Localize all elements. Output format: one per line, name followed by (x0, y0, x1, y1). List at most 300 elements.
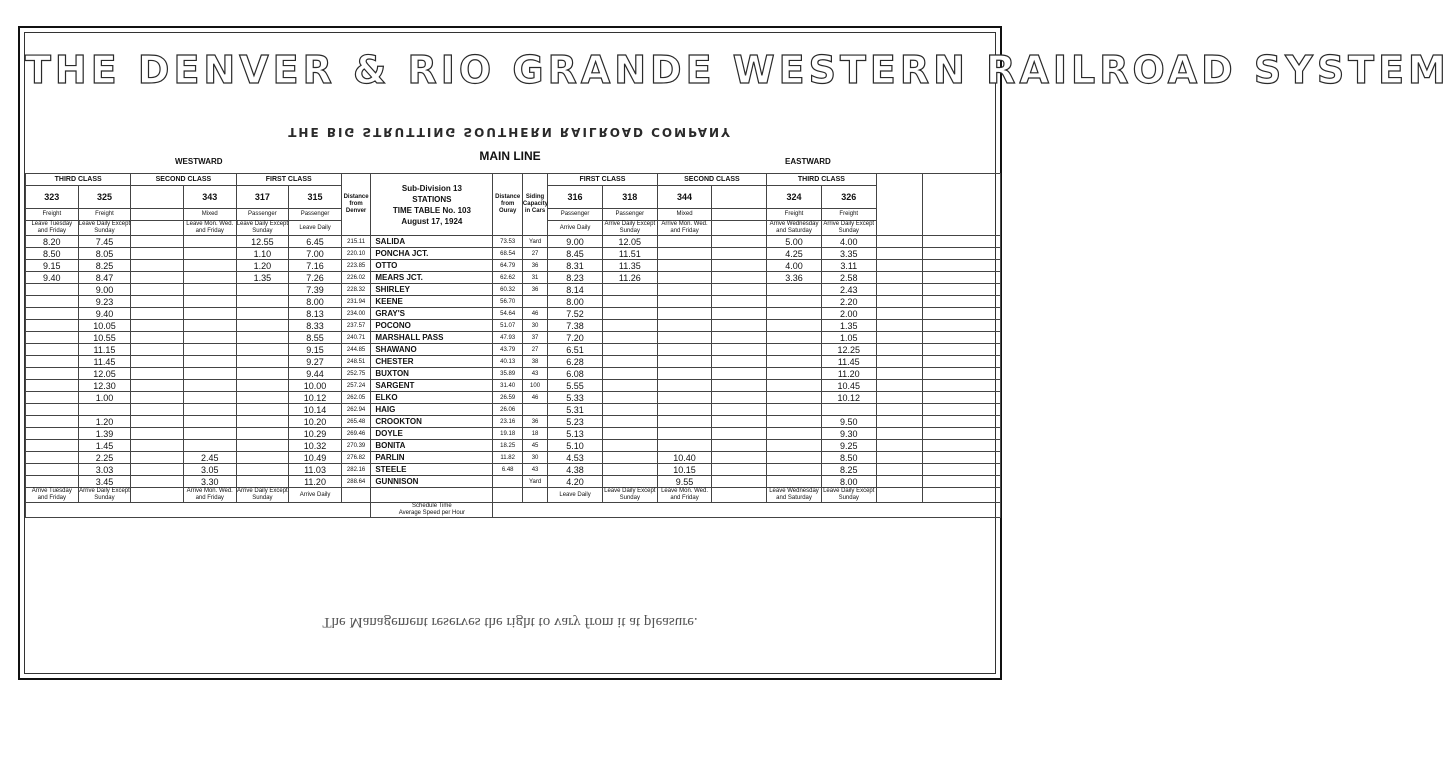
distance-from-ouray: 43.79 (493, 344, 522, 356)
train-number: 324 (767, 186, 822, 209)
westbound-time: 9.23 (78, 296, 131, 308)
siding-capacity: 36 (522, 416, 547, 428)
westbound-time (236, 428, 289, 440)
westbound-time: 3.30 (183, 476, 236, 488)
westbound-time (183, 440, 236, 452)
station-name: HAIG (371, 404, 493, 416)
distance-from-ouray-header (493, 174, 522, 236)
westbound-time (236, 308, 289, 320)
westbound-time (131, 344, 184, 356)
train-days: Arrive Daily Except Sunday (821, 221, 876, 236)
eastbound-time: 4.00 (821, 236, 876, 248)
westbound-time: 8.00 (289, 296, 342, 308)
station-row (26, 476, 1001, 488)
station-name: PARLIN (371, 452, 493, 464)
distance-from-denver: 270.39 (341, 440, 370, 452)
station-name: SHAWANO (371, 344, 493, 356)
blank-cell (922, 392, 1000, 404)
blank-cell (922, 248, 1000, 260)
stations-label: STATIONS (412, 194, 452, 204)
blank-cell (876, 308, 922, 320)
eastbound-time (767, 284, 822, 296)
eastbound-time: 3.35 (821, 248, 876, 260)
distance-from-denver: 240.71 (341, 332, 370, 344)
westbound-time: 3.05 (183, 464, 236, 476)
westbound-time: 3.45 (78, 476, 131, 488)
blank-cell (876, 296, 922, 308)
westbound-time (183, 284, 236, 296)
east-third-class: THIRD CLASS (767, 174, 876, 186)
westbound-time (183, 392, 236, 404)
timetable-grid (25, 173, 1001, 518)
westbound-time: 9.15 (289, 344, 342, 356)
train-days: Arrive Daily (548, 221, 603, 236)
eastbound-time: 5.13 (548, 428, 603, 440)
distance-from-denver: 288.64 (341, 476, 370, 488)
eastbound-time (657, 404, 712, 416)
westbound-time (131, 452, 184, 464)
train-number: 326 (821, 186, 876, 209)
westbound-time (26, 476, 79, 488)
eastbound-time: 11.20 (821, 368, 876, 380)
eastbound-time: 8.25 (821, 464, 876, 476)
blank-cell (876, 236, 922, 248)
eastbound-time (602, 464, 657, 476)
westbound-time: 8.33 (289, 320, 342, 332)
eastbound-time (767, 320, 822, 332)
train-number: 323 (26, 186, 79, 209)
station-row (26, 332, 1001, 344)
eastbound-time: 11.26 (602, 272, 657, 284)
station-name: MEARS JCT. (371, 272, 493, 284)
eastbound-time: 9.50 (821, 416, 876, 428)
distance-from-denver: 262.05 (341, 392, 370, 404)
eastbound-time (602, 440, 657, 452)
westbound-time (236, 452, 289, 464)
distance-from-ouray: 56.70 (493, 296, 522, 308)
westbound-time (26, 296, 79, 308)
eastbound-time: 4.25 (767, 248, 822, 260)
westbound-time (131, 368, 184, 380)
eastbound-time: 8.23 (548, 272, 603, 284)
blank-cell (922, 476, 1000, 488)
westbound-time: 1.45 (78, 440, 131, 452)
westbound-time (183, 260, 236, 272)
schedule-time-cell (371, 503, 493, 518)
eastbound-time: 4.00 (767, 260, 822, 272)
blank-cell (922, 440, 1000, 452)
bottom-days-row (26, 488, 1001, 503)
westbound-time (236, 284, 289, 296)
arrive-days: Arrive Mon. Wed. and Friday (183, 488, 236, 503)
blank-cell (876, 464, 922, 476)
eastbound-time (657, 236, 712, 248)
westbound-time (131, 392, 184, 404)
blank-cell (876, 284, 922, 296)
siding-capacity: 38 (522, 356, 547, 368)
train-kind (131, 209, 184, 221)
siding-capacity: 27 (522, 248, 547, 260)
blank-cell (922, 356, 1000, 368)
eastbound-time (602, 380, 657, 392)
eastbound-time (712, 332, 767, 344)
train-kind: Freight (821, 209, 876, 221)
eastbound-time (712, 404, 767, 416)
station-name: ELKO (371, 392, 493, 404)
westbound-time (26, 452, 79, 464)
westbound-time (26, 380, 79, 392)
westbound-time: 12.55 (236, 236, 289, 248)
eastbound-time: 11.45 (821, 356, 876, 368)
eastbound-time (602, 416, 657, 428)
station-name: PONCHA JCT. (371, 248, 493, 260)
eastbound-time (712, 440, 767, 452)
westbound-time: 9.40 (26, 272, 79, 284)
eastbound-time (657, 416, 712, 428)
siding-capacity: 18 (522, 428, 547, 440)
westbound-time: 6.45 (289, 236, 342, 248)
westbound-time (236, 464, 289, 476)
train-kind: Freight (78, 209, 131, 221)
west-first-class: FIRST CLASS (236, 174, 341, 186)
station-name: DOYLE (371, 428, 493, 440)
station-row (26, 248, 1001, 260)
eastbound-time (767, 464, 822, 476)
train-days (712, 221, 767, 236)
westbound-time: 1.20 (78, 416, 131, 428)
westbound-time: 8.25 (78, 260, 131, 272)
eastbound-time: 7.20 (548, 332, 603, 344)
blank-cell (922, 428, 1000, 440)
station-name: BONITA (371, 440, 493, 452)
train-number: 318 (602, 186, 657, 209)
eastbound-time: 9.00 (548, 236, 603, 248)
westbound-time: 8.47 (78, 272, 131, 284)
blank-cell (922, 404, 1000, 416)
westbound-time (236, 440, 289, 452)
eastbound-time (602, 332, 657, 344)
distance-from-ouray: 31.40 (493, 380, 522, 392)
westbound-time (131, 320, 184, 332)
eastbound-time (602, 404, 657, 416)
footer-note-mirrored: The Management reserves the right to vary from it at pleasure. (322, 614, 698, 630)
eastbound-time: 10.15 (657, 464, 712, 476)
main-line-label: MAIN LINE (479, 149, 541, 163)
distance-from-ouray: 54.64 (493, 308, 522, 320)
company-name-mirrored: THE BIG STRUTTING SOUTHERN RAILROAD COMPANY (288, 125, 732, 139)
eastbound-time (657, 368, 712, 380)
westbound-time (183, 416, 236, 428)
distance-from-denver: 226.02 (341, 272, 370, 284)
westbound-time: 10.29 (289, 428, 342, 440)
westbound-time (183, 428, 236, 440)
distance-from-denver: 262.94 (341, 404, 370, 416)
subdivision: Sub-Division 13 (401, 183, 462, 193)
eastbound-time: 2.00 (821, 308, 876, 320)
station-name: CROOKTON (371, 416, 493, 428)
eastbound-time (602, 320, 657, 332)
schedule-summary-row (26, 503, 1001, 518)
eastbound-time (602, 428, 657, 440)
eastbound-time: 8.45 (548, 248, 603, 260)
westbound-time (26, 440, 79, 452)
west-second-class: SECOND CLASS (131, 174, 236, 186)
westbound-time (131, 236, 184, 248)
westbound-time (26, 428, 79, 440)
eastbound-time: 3.11 (821, 260, 876, 272)
westbound-time (131, 464, 184, 476)
eastbound-time: 3.36 (767, 272, 822, 284)
eastbound-time (657, 380, 712, 392)
station-row (26, 296, 1001, 308)
westbound-time (183, 368, 236, 380)
eastbound-time: 12.05 (602, 236, 657, 248)
westbound-time: 1.20 (236, 260, 289, 272)
eastbound-time (767, 428, 822, 440)
station-name: POCONO (371, 320, 493, 332)
eastbound-time (657, 428, 712, 440)
eastbound-time (712, 344, 767, 356)
station-name: GUNNISON (371, 476, 493, 488)
westbound-time: 11.20 (289, 476, 342, 488)
westbound-time (236, 392, 289, 404)
eastbound-time (767, 308, 822, 320)
schedule-blank-west (26, 503, 371, 518)
eastbound-time: 4.20 (548, 476, 603, 488)
eastbound-time: 2.20 (821, 296, 876, 308)
blank-cell (876, 368, 922, 380)
westbound-time (131, 284, 184, 296)
bottom-blank (341, 488, 370, 503)
distance-from-denver: 228.32 (341, 284, 370, 296)
blank-cell (876, 344, 922, 356)
westward-label: WESTWARD (175, 157, 223, 166)
station-row (26, 452, 1001, 464)
eastbound-time (657, 296, 712, 308)
eastbound-time (712, 464, 767, 476)
westbound-time (26, 332, 79, 344)
eastbound-time (657, 260, 712, 272)
train-kind: Passenger (236, 209, 289, 221)
east-first-class: FIRST CLASS (548, 174, 658, 186)
eastbound-time (602, 392, 657, 404)
westbound-time (131, 416, 184, 428)
schedule-time-label: Schedule Time (412, 503, 452, 509)
blank-cell (876, 248, 922, 260)
train-kind: Passenger (548, 209, 603, 221)
distance-from-ouray: 51.07 (493, 320, 522, 332)
eastbound-time (657, 392, 712, 404)
eastbound-time: 10.40 (657, 452, 712, 464)
eastbound-time (602, 344, 657, 356)
station-row (26, 416, 1001, 428)
eastbound-time: 6.08 (548, 368, 603, 380)
train-days (131, 221, 184, 236)
eastbound-time (767, 368, 822, 380)
westbound-time (183, 296, 236, 308)
distance-from-ouray: 68.54 (493, 248, 522, 260)
blank-cell (922, 380, 1000, 392)
westbound-time (131, 296, 184, 308)
westbound-time: 9.27 (289, 356, 342, 368)
westbound-time: 12.30 (78, 380, 131, 392)
siding-capacity: 36 (522, 260, 547, 272)
bottom-blank (876, 488, 922, 503)
train-number: 325 (78, 186, 131, 209)
eastbound-time: 6.51 (548, 344, 603, 356)
eastbound-time (712, 272, 767, 284)
eastbound-time (821, 404, 876, 416)
distance-from-denver: 237.57 (341, 320, 370, 332)
westbound-time (183, 380, 236, 392)
siding-capacity: 46 (522, 392, 547, 404)
blank-cell (922, 320, 1000, 332)
station-row (26, 344, 1001, 356)
station-row (26, 380, 1001, 392)
train-number (131, 186, 184, 209)
eastbound-time (602, 308, 657, 320)
westbound-time: 11.03 (289, 464, 342, 476)
westbound-time (183, 332, 236, 344)
westbound-time: 10.49 (289, 452, 342, 464)
siding-capacity: 27 (522, 344, 547, 356)
westbound-time: 7.16 (289, 260, 342, 272)
westbound-time: 11.15 (78, 344, 131, 356)
distance-from-ouray (493, 476, 522, 488)
westbound-time (236, 404, 289, 416)
westbound-time: 8.55 (289, 332, 342, 344)
eastbound-time: 8.00 (548, 296, 603, 308)
westbound-time (183, 272, 236, 284)
station-name: SALIDA (371, 236, 493, 248)
eastbound-time: 8.31 (548, 260, 603, 272)
station-row (26, 404, 1001, 416)
westbound-time (183, 344, 236, 356)
westbound-time (131, 404, 184, 416)
westbound-time (183, 320, 236, 332)
blank-cell (876, 428, 922, 440)
distance-from-ouray: 47.93 (493, 332, 522, 344)
bottom-blank (922, 488, 1000, 503)
arrive-days (131, 488, 184, 503)
westbound-time (236, 344, 289, 356)
leave-days: Leave Daily Except Sunday (823, 488, 875, 501)
westbound-time (236, 356, 289, 368)
eastbound-time (657, 344, 712, 356)
distance-from-ouray: 40.13 (493, 356, 522, 368)
westbound-time (131, 428, 184, 440)
eastbound-time (712, 320, 767, 332)
bottom-blank (371, 488, 493, 503)
eastbound-time: 2.58 (821, 272, 876, 284)
eastbound-time: 5.55 (548, 380, 603, 392)
station-name: BUXTON (371, 368, 493, 380)
westbound-time (236, 416, 289, 428)
westbound-time (131, 308, 184, 320)
westbound-time: 9.44 (289, 368, 342, 380)
eastbound-time (712, 416, 767, 428)
arrive-days: Arrive Daily Except Sunday (237, 488, 288, 501)
eastbound-time: 5.00 (767, 236, 822, 248)
distance-from-ouray: 18.25 (493, 440, 522, 452)
siding-capacity: Yard (522, 476, 547, 488)
eastbound-time (657, 440, 712, 452)
east-second-class: SECOND CLASS (657, 174, 766, 186)
siding-capacity: Yard (522, 236, 547, 248)
westbound-time (26, 464, 79, 476)
eastbound-time (657, 356, 712, 368)
westbound-time: 7.00 (289, 248, 342, 260)
blank-cell (876, 452, 922, 464)
train-number: 343 (183, 186, 236, 209)
train-days: Leave Mon. Wed. and Friday (183, 221, 236, 236)
siding-capacity: 36 (522, 284, 547, 296)
eastbound-time (657, 320, 712, 332)
train-number: 317 (236, 186, 289, 209)
blank-cell (876, 320, 922, 332)
leave-days: Leave Daily Except Sunday (604, 488, 656, 501)
westbound-time: 8.13 (289, 308, 342, 320)
eastbound-time (767, 416, 822, 428)
blank-cell (922, 368, 1000, 380)
eastbound-time: 10.45 (821, 380, 876, 392)
westbound-time (183, 248, 236, 260)
timetable-date: August 17, 1924 (401, 216, 463, 226)
eastbound-time (602, 296, 657, 308)
eastbound-time: 9.55 (657, 476, 712, 488)
distance-from-denver: 248.51 (341, 356, 370, 368)
eastbound-time: 5.33 (548, 392, 603, 404)
distance-from-denver: 257.24 (341, 380, 370, 392)
eastbound-time (712, 296, 767, 308)
eastbound-time: 7.38 (548, 320, 603, 332)
westbound-time: 10.00 (289, 380, 342, 392)
blank-cell (922, 308, 1000, 320)
station-row (26, 236, 1001, 248)
eastbound-time (712, 392, 767, 404)
blank-cell (876, 440, 922, 452)
westbound-time: 7.39 (289, 284, 342, 296)
station-row (26, 392, 1001, 404)
blank-cell (876, 416, 922, 428)
siding-capacity: 37 (522, 332, 547, 344)
westbound-time (236, 332, 289, 344)
westbound-time (26, 344, 79, 356)
leave-days: Leave Mon. Wed. and Friday (657, 488, 712, 503)
westbound-time (26, 320, 79, 332)
westbound-time (26, 308, 79, 320)
station-row (26, 272, 1001, 284)
station-name: MARSHALL PASS (371, 332, 493, 344)
station-name: GRAY'S (371, 308, 493, 320)
eastbound-time (767, 332, 822, 344)
station-row (26, 368, 1001, 380)
timetable-sheet (18, 26, 1450, 680)
eastbound-time (767, 452, 822, 464)
distance-from-denver: 231.94 (341, 296, 370, 308)
westbound-time: 2.45 (183, 452, 236, 464)
blank-cell (922, 344, 1000, 356)
distance-from-denver: 220.10 (341, 248, 370, 260)
westbound-time: 3.03 (78, 464, 131, 476)
distance-from-denver-label: Distance from Denver (343, 194, 369, 214)
westbound-time: 1.00 (78, 392, 131, 404)
westbound-time: 10.20 (289, 416, 342, 428)
distance-from-ouray: 35.89 (493, 368, 522, 380)
blank-cell (876, 356, 922, 368)
eastbound-time (767, 344, 822, 356)
siding-capacity (522, 296, 547, 308)
